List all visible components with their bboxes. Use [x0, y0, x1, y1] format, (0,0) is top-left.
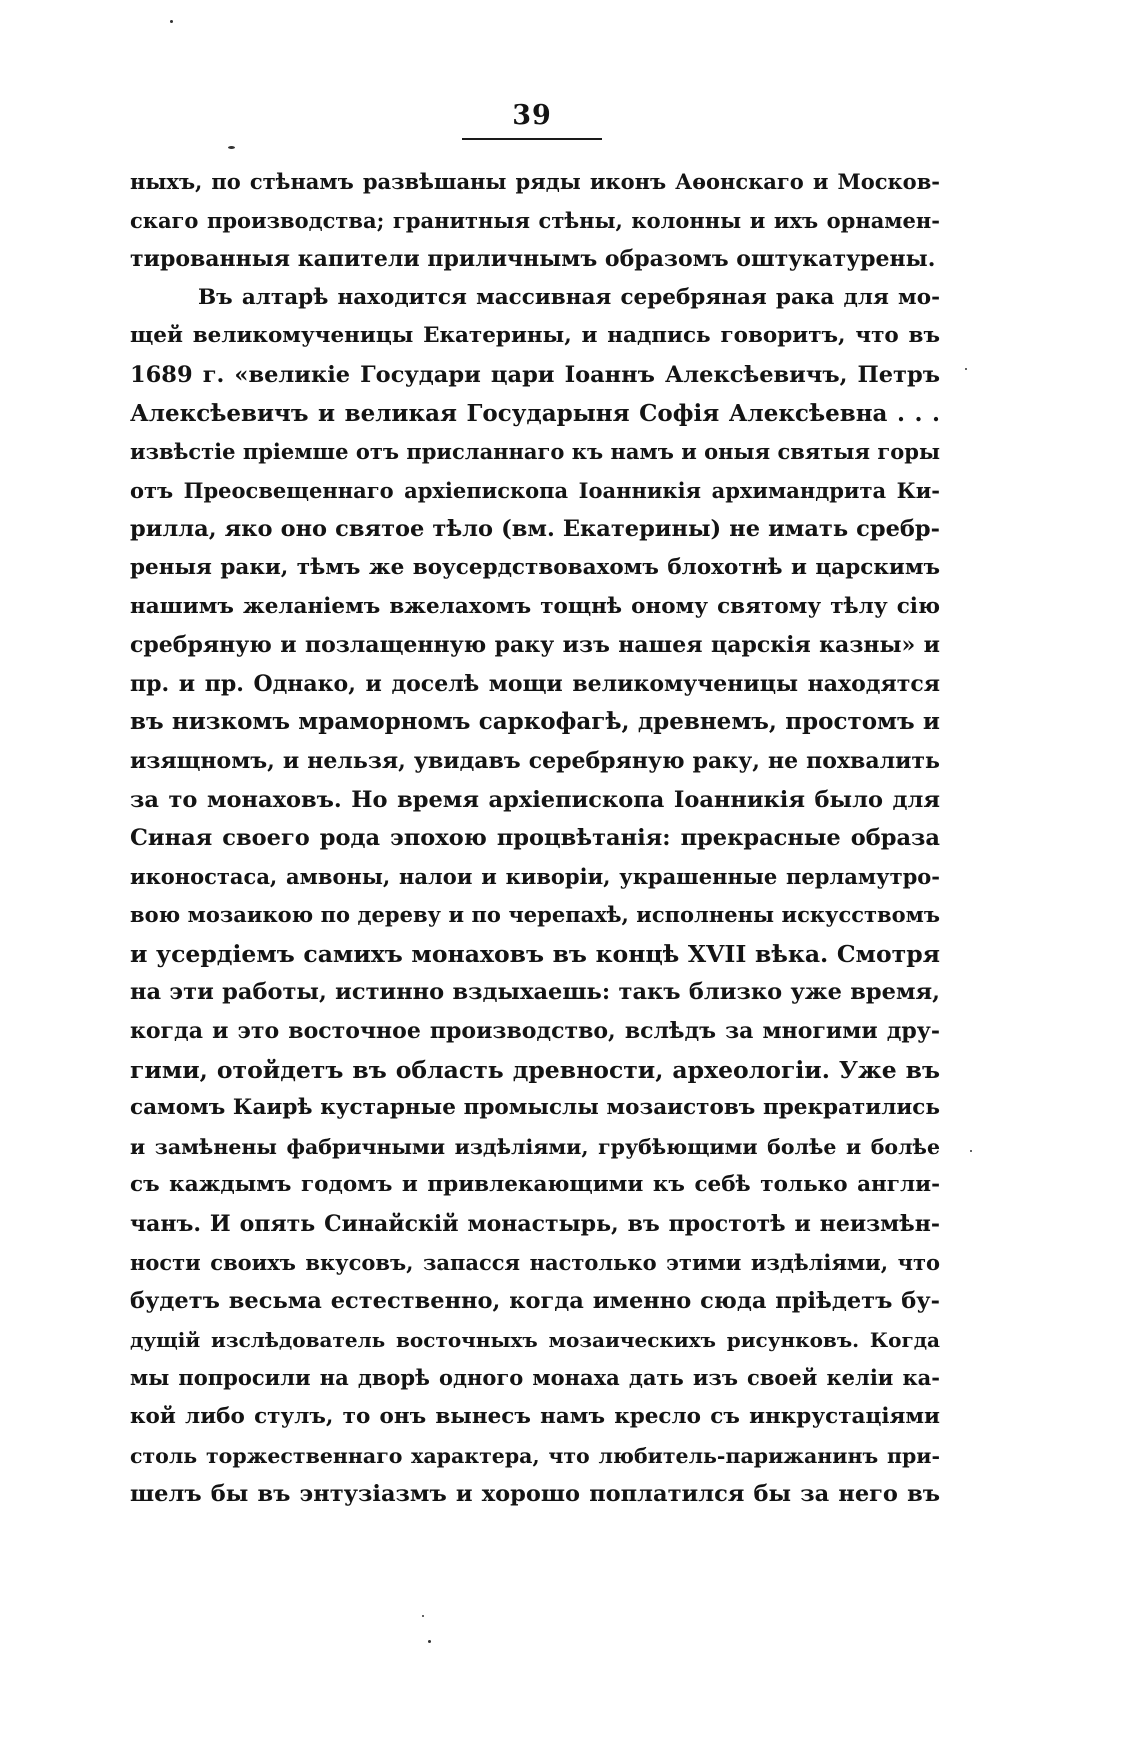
text-line: Синая своего рода эпохою процвѣтанія: прекрасные образа	[130, 825, 940, 852]
text-line: съ каждымъ годомъ и привлекающими къ себѣ только англи-	[130, 1172, 940, 1198]
text-line: сребряную и позлащенную раку изъ нашея царскія казны» и	[130, 632, 940, 659]
text-line: самомъ Каирѣ кустарные промыслы мозаистовъ прекратились	[130, 1095, 940, 1121]
text-line: ности своихъ вкусовъ, запасся настолько этими издѣліями, что	[130, 1249, 940, 1275]
text-line: дущій изслѣдователь восточныхъ мозаическихъ рисунковъ. Когда	[130, 1327, 940, 1352]
text-line: рилла, яко оно святое тѣло (вм. Екатерины) не имать сребр-	[130, 516, 940, 543]
text-line: будетъ весьма естественно, когда именно сюда пріѣдетъ бу-	[130, 1288, 940, 1315]
scan-speck	[965, 368, 967, 370]
text-line: вою мозаикою по дереву и по черепахѣ, исполнены искусствомъ	[130, 902, 940, 928]
text-line: столь торжественнаго характера, что любитель-парижанинъ при-	[130, 1443, 940, 1468]
text-line: Въ алтарѣ находится массивная серебряная рака для мо-	[198, 284, 940, 310]
page-body	[130, 163, 940, 1514]
text-line: нашимъ желаніемъ вжелахомъ тощнѣ оному святому тѣлу сію	[130, 593, 940, 619]
text-line: чанъ. И опять Синайскій монастырь, въ простотѣ и неизмѣн-	[130, 1211, 940, 1238]
text-line: ныхъ, по стѣнамъ развѣшаны ряды иконъ Аѳонскаго и Москов-	[130, 169, 940, 194]
text-line: мы попросили на дворѣ одного монаха дать изъ своей келіи ка-	[130, 1365, 940, 1391]
scan-speck	[422, 1615, 424, 1617]
text-line: отъ Преосвещеннаго архіепископа Іоанникія архимандрита Ки-	[130, 477, 940, 503]
scan-speck	[170, 20, 173, 23]
page-header	[462, 100, 602, 132]
scan-speck	[228, 146, 235, 149]
paragraph-1	[130, 163, 940, 279]
text-line: шелъ бы въ энтузіазмъ и хорошо поплатился бы за него въ	[130, 1481, 940, 1508]
text-line: Алексѣевичъ и великая Государыня Софія Алексѣевна . . .	[130, 399, 940, 427]
text-line: за то монаховъ. Но время архіепископа Іоанникія было для	[130, 786, 940, 813]
scan-speck	[970, 1150, 972, 1152]
paragraph-2	[130, 279, 940, 1514]
scan-speck	[428, 1640, 431, 1643]
text-line: гими, отойдетъ въ область древности, археологіи. Уже въ	[130, 1055, 940, 1084]
text-line: кой либо стулъ, то онъ вынесъ намъ кресло съ инкрустаціями	[130, 1404, 940, 1429]
text-line: на эти работы, истинно вздыхаешь: такъ близко уже время,	[130, 979, 940, 1006]
text-line: реныя раки, тѣмъ же воусердствовахомъ блохотнѣ и царскимъ	[130, 554, 940, 580]
text-line: скаго производства; гранитныя стѣны, колонны и ихъ орнамен-	[130, 207, 940, 233]
text-line: и усердіемъ самихъ монаховъ въ концѣ XVII вѣка. Смотря	[130, 939, 940, 968]
text-line: щей великомученицы Екатерины, и надпись говоритъ, что въ	[130, 323, 940, 349]
text-line: пр. и пр. Однако, и доселѣ мощи великомученицы находятся	[130, 670, 940, 697]
text-line: иконостаса, амвоны, налои и киворіи, украшенные перламутро-	[130, 863, 940, 889]
text-line: тированныя капители приличнымъ образомъ оштукатурены.	[130, 246, 936, 273]
text-line: изящномъ, и нельзя, увидавъ серебряную раку, не похвалить	[130, 747, 940, 774]
text-line: и замѣнены фабричными издѣліями, грубѣющими болѣе и болѣе	[130, 1134, 940, 1159]
header-rule	[462, 138, 602, 140]
text-line: въ низкомъ мраморномъ саркофагѣ, древнемъ, простомъ и	[130, 708, 940, 736]
text-line: 1689 г. «великіе Государи цари Іоаннъ Алексѣевичъ, Петръ	[130, 361, 940, 388]
page-number: 39	[512, 100, 552, 131]
text-line: когда и это восточное производство, вслѣдъ за многими дру-	[130, 1018, 940, 1045]
text-line: извѣстіе пріемше отъ присланнаго къ намъ и оныя святыя горы	[130, 439, 940, 465]
